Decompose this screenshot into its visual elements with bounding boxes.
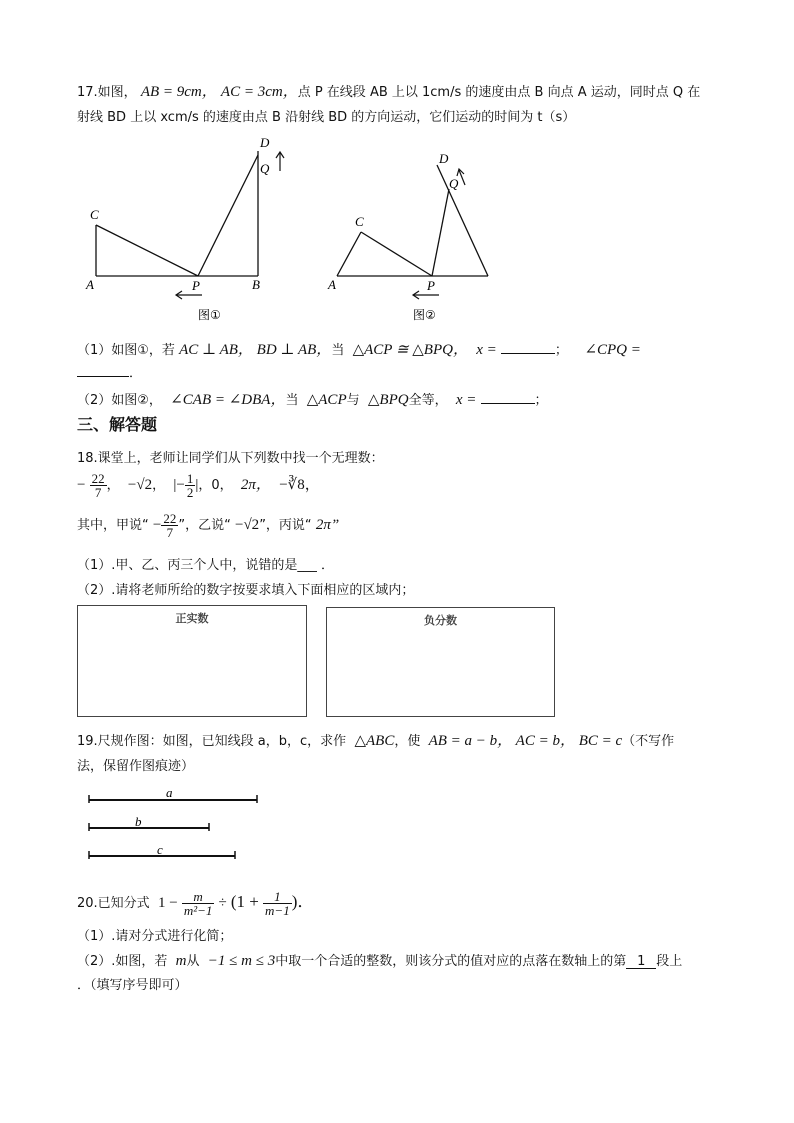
figure-1 <box>80 135 280 325</box>
fig1-label-c: C <box>90 207 99 222</box>
fig2-caption: 图② <box>413 308 436 322</box>
fig1-label-p: P <box>192 278 200 293</box>
q18-frac-22-7-jia: $\frac{22}{7}$ <box>163 511 177 540</box>
fig2-line-pq <box>432 189 449 276</box>
q18-box2-title: 负分数 <box>424 614 457 627</box>
q20-frac-m: $\frac{m}{\text{m²−1}}$ <box>183 889 213 918</box>
q19-cond: AB = a − b， AC = b， BC = c <box>428 733 623 749</box>
segment-a-label: a <box>166 785 173 800</box>
fig1-label-b: B <box>252 277 260 292</box>
q18-part2: （2）.请将老师所给的数字按要求填入下面相应的区域内； <box>77 583 415 598</box>
q17-ac: AC = 3cm， <box>220 84 298 100</box>
q17-part1: （1）如图①，若 AC ⊥ AB， BD ⊥ AB，当 △ACP ≅ △BPQ， x = ； ∠CPQ = <box>77 338 641 359</box>
q18-box1-title: 正实数 <box>175 612 209 625</box>
q17-part2-tri1: △ACP <box>306 392 347 408</box>
q18-frac-1-2: $\frac{1}{2}$ <box>186 471 194 500</box>
q18-part1: （1）.甲、乙、丙三个人中，说错的是___ ． <box>77 558 335 573</box>
fig2-line-ac <box>337 232 361 276</box>
q18-neg-cbrt8: −∛8， <box>279 477 320 493</box>
q20-range: −1 ≤ m ≤ 3 <box>207 953 276 969</box>
q19-segments <box>85 776 275 866</box>
q17-ab: AB = 9cm， <box>140 84 217 100</box>
fig2-label-a: A <box>328 277 336 292</box>
q18-box-positive-reals[interactable] <box>77 605 307 717</box>
q17-answer-blank-x2[interactable] <box>481 389 535 404</box>
section-title: 三、解答题 <box>77 415 158 434</box>
q17-part1-x: x = <box>476 342 497 358</box>
q18-frac-22-7: $\frac{22}{7}$ <box>91 471 105 500</box>
q20-part2: （2）.如图，若 m从 −1 ≤ m ≤ 3中取一个合适的整数，则该分式的值对应的点落在数轴上的第 1 段上 <box>77 953 683 969</box>
fig1-caption: 图① <box>198 308 221 322</box>
figure-2 <box>325 135 505 325</box>
q20-part2-cont: ．（填写序号即可） <box>77 978 188 993</box>
q17-part2-tri2: △BPQ <box>367 392 409 408</box>
fig1-label-q: Q <box>260 161 270 176</box>
fig2-line-cp <box>361 232 432 276</box>
q17-part2: （2）如图②， ∠CAB = ∠DBA，当 △ACP与 △BPQ全等， x = ； <box>77 388 548 409</box>
q17-line2: 射线 BD 上以 xcm/s 的速度由点 B 沿射线 BD 的方向运动，它们运动的时间为 t（s） <box>77 110 576 125</box>
q17-part2-cond: ∠CAB = ∠DBA， <box>170 392 286 408</box>
fig2-label-c: C <box>355 214 364 229</box>
q18-2pi: 2π， <box>240 477 271 493</box>
q17-answer-blank-x1[interactable] <box>501 339 555 354</box>
segment-b-label: b <box>135 814 142 829</box>
q18-line3: 其中，甲说“ − $\frac{22}{7}$ ”，乙说“ −√2”，丙说“ 2π” <box>77 511 340 540</box>
fig1-line-pq <box>198 155 258 276</box>
q17-answer-blank-angle[interactable] <box>77 362 129 377</box>
q18-neg-sqrt2: −√2 <box>127 477 153 493</box>
fig2-label-p: P <box>427 278 435 293</box>
q19-line2: 法，保留作图痕迹） <box>77 759 195 774</box>
q17-part1-angle: ∠CPQ = <box>584 342 641 358</box>
q19-tri: △ABC <box>354 733 395 749</box>
segment-c-label: c <box>157 842 163 857</box>
q17-part1-cond: AC ⊥ AB， BD ⊥ AB， <box>179 342 332 358</box>
q19-line1: 19.尺规作图：如图，已知线段 a，b，c，求作 △ABC，使 AB = a − b， AC = b， BC = c（不写作 <box>77 733 675 749</box>
fig2-label-d: D <box>439 151 449 166</box>
fig2-label-q: Q <box>449 176 459 191</box>
q17-line1: 17.如图， AB = 9cm， AC = 3cm，点 P 在线段 AB 上以 1cm/s 的速度由点 B 向点 A 运动，同时点 Q 在 <box>77 84 701 100</box>
fig1-label-a: A <box>86 277 94 292</box>
q18-line1: 18.课堂上，老师让同学们从下列数中找一个无理数： <box>77 451 384 466</box>
fig1-label-d: D <box>260 135 270 150</box>
q17-part2-x: x = <box>455 392 477 408</box>
q20-answer-blank[interactable]: 1 <box>626 954 656 969</box>
q18-box-negative-fractions[interactable] <box>326 607 555 717</box>
q18-numbers: − $\frac{22}{7}$ ， −√2， |− $\frac{1}{2}$ |，0， 2π， −∛8， <box>77 471 320 500</box>
q20-line1: 20.已知分式 1 − $\frac{m}{\text{m²−1}}$ ÷ (1 + $\frac{1}{m-1}$ )． <box>77 889 315 918</box>
q17-part1-cont: ． <box>77 362 142 381</box>
q20-part1: （1）.请对分式进行化简； <box>77 929 233 944</box>
q20-frac-1: $\frac{1}{m-1}$ <box>265 889 290 918</box>
fig2-line-bd <box>437 165 488 276</box>
q17-part1-cong: △ACP ≅ △BPQ， <box>352 342 468 358</box>
fig1-line-cp <box>96 225 198 276</box>
